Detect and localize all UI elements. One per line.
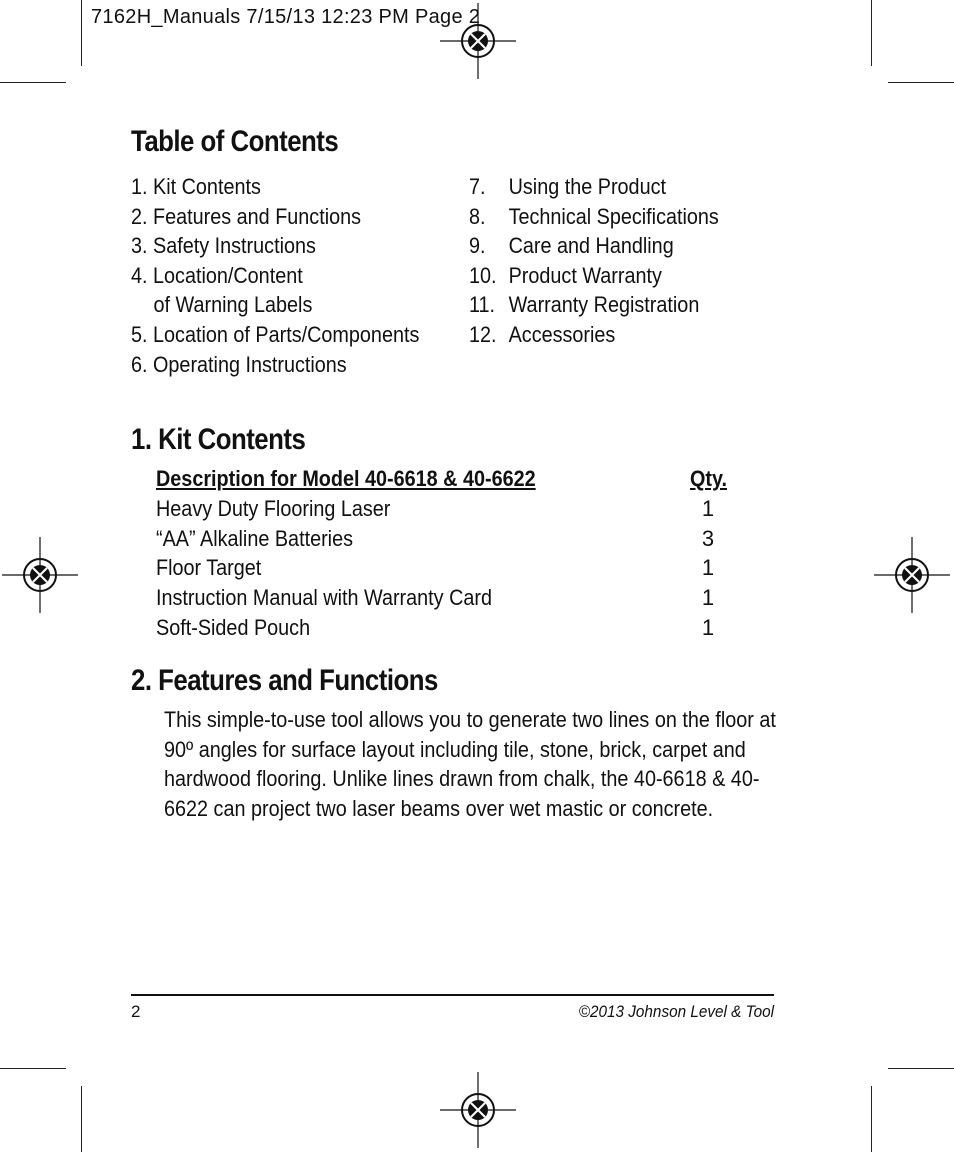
- toc-right-column: [469, 172, 747, 350]
- toc-item-label: 5. Location of Parts/Components: [131, 321, 420, 347]
- table-row: [156, 583, 732, 613]
- kit-contents-table: [156, 464, 732, 643]
- registration-mark-bottom-icon: [440, 1072, 516, 1148]
- toc-item-number: 7.: [469, 174, 486, 199]
- toc-left-column: [131, 172, 451, 379]
- toc-heading: Table of Contents: [131, 125, 339, 158]
- crop-mark-top-left-horizontal: [0, 82, 66, 83]
- kit-item-description: Heavy Duty Flooring Laser: [156, 495, 391, 521]
- kit-table-header: [156, 464, 732, 494]
- toc-item-label: Technical Specifications: [508, 203, 719, 229]
- toc-item-3[interactable]: [131, 231, 419, 261]
- toc-item-12[interactable]: [469, 320, 719, 350]
- toc-item-6[interactable]: [131, 350, 419, 380]
- toc-item-5[interactable]: [131, 320, 419, 350]
- kit-item-qty: 1: [701, 555, 715, 581]
- toc-item-label: Warranty Registration: [508, 292, 700, 318]
- registration-mark-left-icon: [2, 537, 78, 613]
- table-row: [156, 524, 732, 554]
- kit-item-description: Soft-Sided Pouch: [156, 614, 311, 640]
- features-heading: 2. Features and Functions: [131, 664, 438, 697]
- toc-item-label: 1. Kit Contents: [131, 174, 261, 199]
- kit-item-qty: 1: [701, 495, 715, 521]
- footer-divider: [131, 994, 774, 996]
- toc-item-label: 4. Location/Content: [131, 262, 303, 288]
- copyright-notice: ©2013 Johnson Level & Tool: [578, 1002, 774, 1021]
- registration-mark-top-icon: [440, 3, 516, 79]
- toc-item-number: 9.: [469, 233, 486, 259]
- table-row: [156, 494, 732, 524]
- toc-item-number: 8.: [469, 203, 486, 229]
- toc-item-label: Product Warranty: [508, 262, 662, 288]
- print-slug-line: 7162H_Manuals 7/15/13 12:23 PM Page 2: [91, 6, 481, 28]
- toc-item-label: Using the Product: [508, 174, 666, 199]
- crop-mark-bottom-right-horizontal: [888, 1068, 954, 1069]
- toc-item-10[interactable]: [469, 261, 719, 291]
- crop-mark-top-left-vertical: [81, 0, 82, 66]
- toc-item-label: 6. Operating Instructions: [131, 351, 347, 377]
- features-paragraph: This simple-to-use tool allows you to generate two lines on the floor at 90º angles for surface layout including tile, stone, brick, carpet and hardwood flooring. Unlike lines drawn from chalk, the 40-6618 & 40-6622 can project two laser beams over wet mastic or concrete.: [164, 707, 776, 821]
- toc-item-label: of Warning Labels: [153, 292, 313, 318]
- features-body: [164, 705, 776, 823]
- crop-mark-bottom-left-vertical: [81, 1086, 82, 1152]
- page-number: 2: [131, 1002, 141, 1021]
- toc-item-8[interactable]: [469, 202, 719, 232]
- toc-item-number: 10.: [469, 262, 497, 288]
- toc-item-11[interactable]: [469, 290, 719, 320]
- toc-item-label: Accessories: [508, 321, 616, 347]
- toc-item-7[interactable]: [469, 172, 719, 202]
- kit-item-qty: 3: [701, 525, 715, 551]
- table-row: [156, 553, 732, 583]
- toc-item-4[interactable]: [131, 261, 419, 291]
- toc-item-number: 11.: [469, 292, 496, 318]
- kit-item-description: Floor Target: [156, 555, 262, 581]
- kit-header-qty: Qty.: [690, 466, 728, 491]
- crop-mark-top-right-vertical: [871, 0, 872, 66]
- crop-mark-bottom-right-vertical: [871, 1086, 872, 1152]
- registration-mark-right-icon: [874, 537, 950, 613]
- toc-item-9[interactable]: [469, 231, 719, 261]
- toc-item-label: 3. Safety Instructions: [131, 233, 316, 259]
- kit-contents-heading: 1. Kit Contents: [131, 423, 306, 456]
- toc-item-2[interactable]: [131, 202, 419, 232]
- toc-item-label: Care and Handling: [508, 233, 674, 259]
- toc-item-label: 2. Features and Functions: [131, 203, 362, 229]
- toc-item-1[interactable]: [131, 172, 419, 202]
- kit-header-description: Description for Model 40-6618 & 40-6622: [156, 466, 536, 491]
- kit-item-description: “AA” Alkaline Batteries: [156, 525, 353, 551]
- kit-item-qty: 1: [701, 585, 715, 611]
- kit-item-qty: 1: [701, 614, 715, 640]
- toc-item-4-continued[interactable]: [131, 290, 419, 320]
- crop-mark-bottom-left-horizontal: [0, 1068, 66, 1069]
- table-row: [156, 613, 732, 643]
- crop-mark-top-right-horizontal: [888, 82, 954, 83]
- kit-item-description: Instruction Manual with Warranty Card: [156, 585, 492, 611]
- toc-item-number: 12.: [469, 321, 497, 347]
